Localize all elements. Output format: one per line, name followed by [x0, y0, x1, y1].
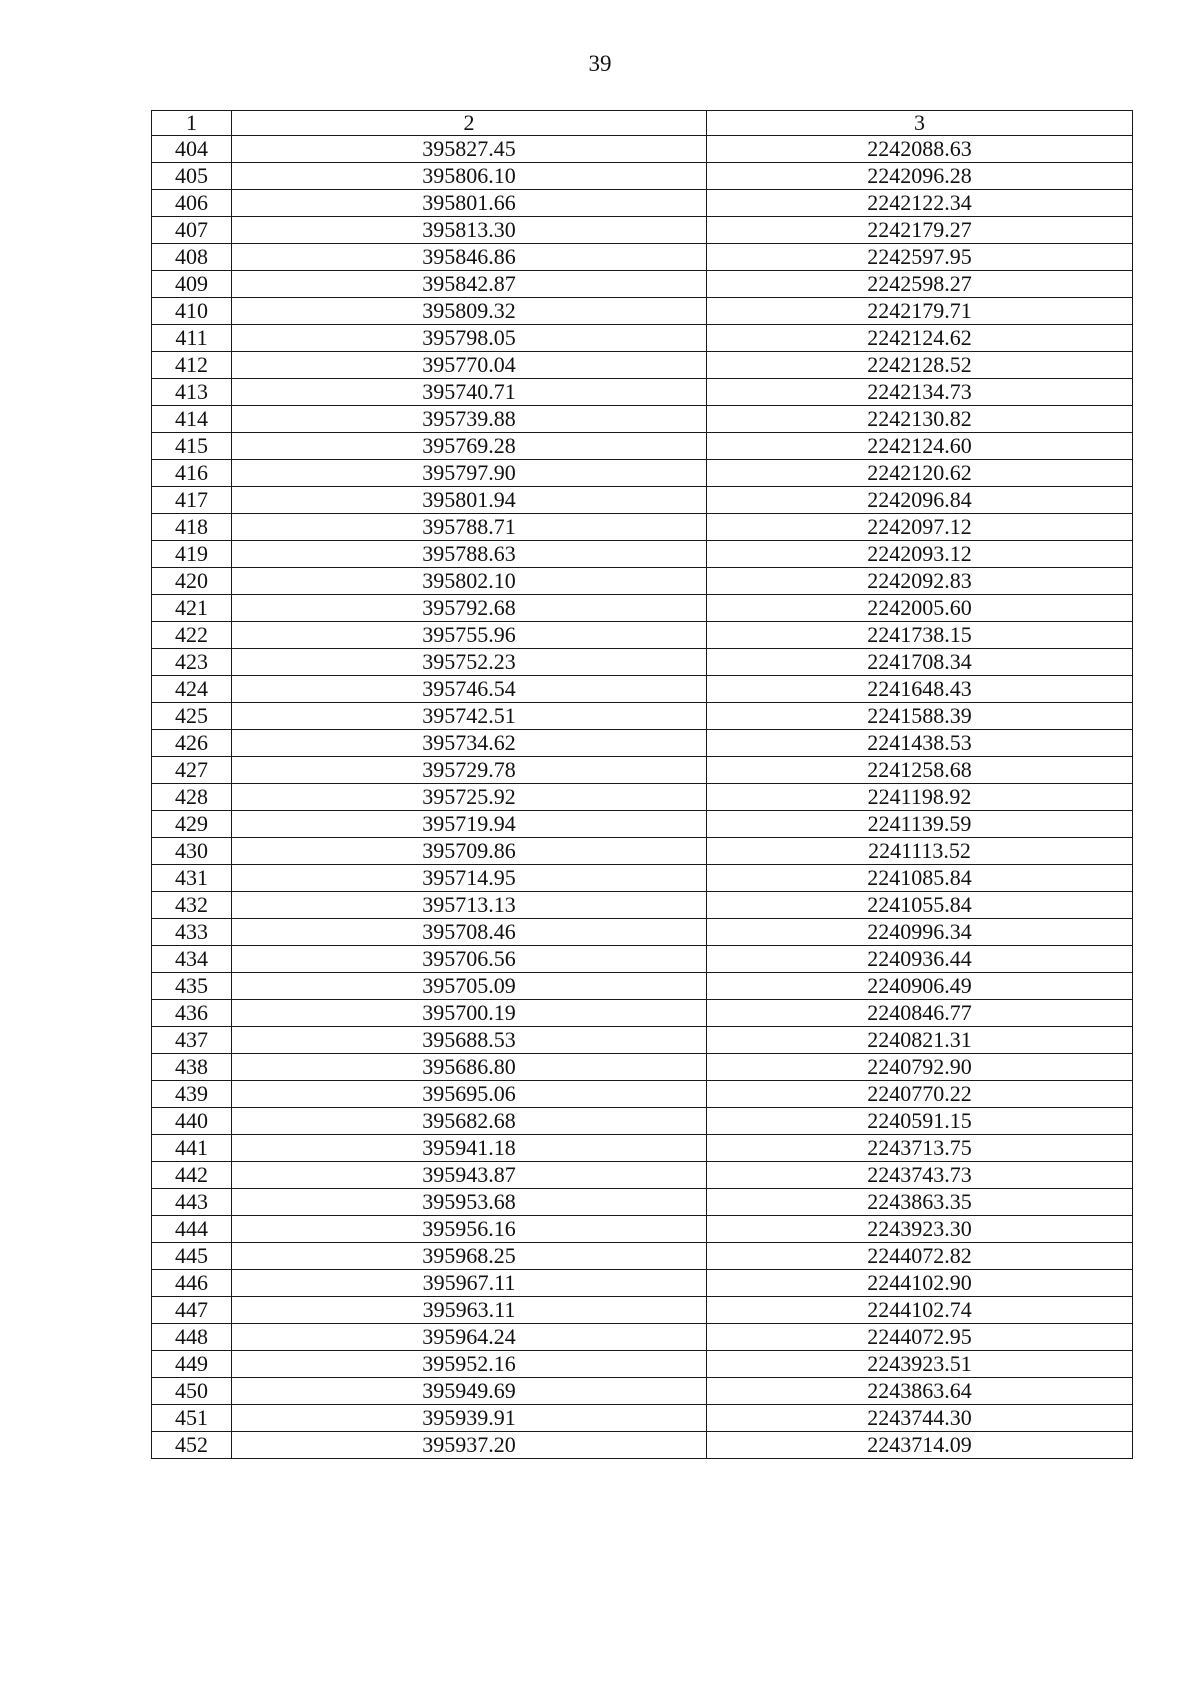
x-coordinate-cell: 395788.63	[232, 541, 707, 568]
x-coordinate-cell: 395713.13	[232, 892, 707, 919]
table-row	[152, 892, 1133, 919]
table-body	[152, 136, 1133, 1459]
point-number-cell: 408	[152, 244, 232, 271]
point-number-cell: 410	[152, 298, 232, 325]
y-coordinate-cell: 2242122.34	[707, 190, 1133, 217]
y-coordinate-cell: 2243744.30	[707, 1405, 1133, 1432]
table-row	[152, 1243, 1133, 1270]
x-coordinate-cell: 395963.11	[232, 1297, 707, 1324]
table-row	[152, 379, 1133, 406]
x-coordinate-cell: 395802.10	[232, 568, 707, 595]
point-number-cell: 428	[152, 784, 232, 811]
table-row	[152, 919, 1133, 946]
y-coordinate-cell: 2243714.09	[707, 1432, 1133, 1459]
y-coordinate-cell: 2240821.31	[707, 1027, 1133, 1054]
point-number-cell: 449	[152, 1351, 232, 1378]
x-coordinate-cell: 395813.30	[232, 217, 707, 244]
y-coordinate-cell: 2243923.51	[707, 1351, 1133, 1378]
table-row	[152, 649, 1133, 676]
table-row	[152, 217, 1133, 244]
y-coordinate-cell: 2241139.59	[707, 811, 1133, 838]
table-row	[152, 1135, 1133, 1162]
y-coordinate-cell: 2240846.77	[707, 1000, 1133, 1027]
point-number-cell: 416	[152, 460, 232, 487]
x-coordinate-cell: 395700.19	[232, 1000, 707, 1027]
point-number-cell: 439	[152, 1081, 232, 1108]
x-coordinate-cell: 395729.78	[232, 757, 707, 784]
y-coordinate-cell: 2240591.15	[707, 1108, 1133, 1135]
x-coordinate-cell: 395705.09	[232, 973, 707, 1000]
column-header-2: 2	[232, 111, 707, 136]
x-coordinate-cell: 395740.71	[232, 379, 707, 406]
x-coordinate-cell: 395688.53	[232, 1027, 707, 1054]
table-row	[152, 811, 1133, 838]
coordinates-table	[151, 110, 1133, 1459]
table-row	[152, 136, 1133, 163]
x-coordinate-cell: 395719.94	[232, 811, 707, 838]
point-number-cell: 413	[152, 379, 232, 406]
point-number-cell: 443	[152, 1189, 232, 1216]
x-coordinate-cell: 395706.56	[232, 946, 707, 973]
y-coordinate-cell: 2242134.73	[707, 379, 1133, 406]
x-coordinate-cell: 395714.95	[232, 865, 707, 892]
x-coordinate-cell: 395806.10	[232, 163, 707, 190]
point-number-cell: 425	[152, 703, 232, 730]
point-number-cell: 451	[152, 1405, 232, 1432]
table-row	[152, 244, 1133, 271]
y-coordinate-cell: 2244102.90	[707, 1270, 1133, 1297]
table-row	[152, 1108, 1133, 1135]
y-coordinate-cell: 2241648.43	[707, 676, 1133, 703]
point-number-cell: 415	[152, 433, 232, 460]
page-number: 39	[588, 51, 612, 76]
x-coordinate-cell: 395939.91	[232, 1405, 707, 1432]
x-coordinate-cell: 395742.51	[232, 703, 707, 730]
table-row	[152, 190, 1133, 217]
point-number-cell: 432	[152, 892, 232, 919]
point-number-cell: 409	[152, 271, 232, 298]
y-coordinate-cell: 2241708.34	[707, 649, 1133, 676]
table-row	[152, 757, 1133, 784]
y-coordinate-cell: 2242096.28	[707, 163, 1133, 190]
y-coordinate-cell: 2244072.95	[707, 1324, 1133, 1351]
point-number-cell: 406	[152, 190, 232, 217]
x-coordinate-cell: 395797.90	[232, 460, 707, 487]
y-coordinate-cell: 2243923.30	[707, 1216, 1133, 1243]
table-row	[152, 622, 1133, 649]
point-number-cell: 427	[152, 757, 232, 784]
column-header-3: 3	[707, 111, 1133, 136]
table-row	[152, 325, 1133, 352]
y-coordinate-cell: 2242120.62	[707, 460, 1133, 487]
point-number-cell: 419	[152, 541, 232, 568]
point-number-cell: 418	[152, 514, 232, 541]
point-number-cell: 426	[152, 730, 232, 757]
x-coordinate-cell: 395952.16	[232, 1351, 707, 1378]
table-row	[152, 703, 1133, 730]
x-coordinate-cell: 395964.24	[232, 1324, 707, 1351]
y-coordinate-cell: 2241438.53	[707, 730, 1133, 757]
y-coordinate-cell: 2240996.34	[707, 919, 1133, 946]
y-coordinate-cell: 2242092.83	[707, 568, 1133, 595]
table-row	[152, 460, 1133, 487]
y-coordinate-cell: 2241085.84	[707, 865, 1133, 892]
y-coordinate-cell: 2244102.74	[707, 1297, 1133, 1324]
table-row	[152, 1270, 1133, 1297]
table-row	[152, 541, 1133, 568]
y-coordinate-cell: 2242598.27	[707, 271, 1133, 298]
table-row	[152, 1378, 1133, 1405]
point-number-cell: 446	[152, 1270, 232, 1297]
x-coordinate-cell: 395798.05	[232, 325, 707, 352]
y-coordinate-cell: 2243863.64	[707, 1378, 1133, 1405]
table-row	[152, 1216, 1133, 1243]
table-row	[152, 595, 1133, 622]
point-number-cell: 438	[152, 1054, 232, 1081]
y-coordinate-cell: 2242005.60	[707, 595, 1133, 622]
table-row	[152, 946, 1133, 973]
point-number-cell: 450	[152, 1378, 232, 1405]
point-number-cell: 417	[152, 487, 232, 514]
point-number-cell: 433	[152, 919, 232, 946]
table-row	[152, 865, 1133, 892]
x-coordinate-cell: 395943.87	[232, 1162, 707, 1189]
x-coordinate-cell: 395949.69	[232, 1378, 707, 1405]
point-number-cell: 411	[152, 325, 232, 352]
table-row	[152, 568, 1133, 595]
table-row	[152, 1297, 1133, 1324]
y-coordinate-cell: 2241198.92	[707, 784, 1133, 811]
point-number-cell: 440	[152, 1108, 232, 1135]
point-number-cell: 424	[152, 676, 232, 703]
y-coordinate-cell: 2242179.71	[707, 298, 1133, 325]
point-number-cell: 437	[152, 1027, 232, 1054]
point-number-cell: 441	[152, 1135, 232, 1162]
y-coordinate-cell: 2242128.52	[707, 352, 1133, 379]
table-row	[152, 1027, 1133, 1054]
table-row	[152, 406, 1133, 433]
table-row	[152, 163, 1133, 190]
x-coordinate-cell: 395746.54	[232, 676, 707, 703]
column-header-1: 1	[152, 111, 232, 136]
table-row	[152, 1054, 1133, 1081]
table-row	[152, 1189, 1133, 1216]
point-number-cell: 407	[152, 217, 232, 244]
y-coordinate-cell: 2242088.63	[707, 136, 1133, 163]
y-coordinate-cell: 2240906.49	[707, 973, 1133, 1000]
table-row	[152, 1081, 1133, 1108]
x-coordinate-cell: 395967.11	[232, 1270, 707, 1297]
table-row	[152, 838, 1133, 865]
point-number-cell: 412	[152, 352, 232, 379]
x-coordinate-cell: 395842.87	[232, 271, 707, 298]
point-number-cell: 405	[152, 163, 232, 190]
point-number-cell: 435	[152, 973, 232, 1000]
x-coordinate-cell: 395686.80	[232, 1054, 707, 1081]
table-row	[152, 1000, 1133, 1027]
y-coordinate-cell: 2243743.73	[707, 1162, 1133, 1189]
y-coordinate-cell: 2242130.82	[707, 406, 1133, 433]
y-coordinate-cell: 2242093.12	[707, 541, 1133, 568]
x-coordinate-cell: 395953.68	[232, 1189, 707, 1216]
point-number-cell: 431	[152, 865, 232, 892]
table-header-row	[152, 111, 1133, 136]
y-coordinate-cell: 2241258.68	[707, 757, 1133, 784]
point-number-cell: 429	[152, 811, 232, 838]
y-coordinate-cell: 2242097.12	[707, 514, 1133, 541]
x-coordinate-cell: 395827.45	[232, 136, 707, 163]
table-row	[152, 1162, 1133, 1189]
table-row	[152, 784, 1133, 811]
x-coordinate-cell: 395801.66	[232, 190, 707, 217]
point-number-cell: 434	[152, 946, 232, 973]
x-coordinate-cell: 395739.88	[232, 406, 707, 433]
x-coordinate-cell: 395755.96	[232, 622, 707, 649]
x-coordinate-cell: 395801.94	[232, 487, 707, 514]
x-coordinate-cell: 395725.92	[232, 784, 707, 811]
table-row	[152, 298, 1133, 325]
point-number-cell: 444	[152, 1216, 232, 1243]
y-coordinate-cell: 2242179.27	[707, 217, 1133, 244]
x-coordinate-cell: 395770.04	[232, 352, 707, 379]
point-number-cell: 436	[152, 1000, 232, 1027]
y-coordinate-cell: 2241113.52	[707, 838, 1133, 865]
x-coordinate-cell: 395937.20	[232, 1432, 707, 1459]
table-row	[152, 1432, 1133, 1459]
x-coordinate-cell: 395941.18	[232, 1135, 707, 1162]
x-coordinate-cell: 395752.23	[232, 649, 707, 676]
x-coordinate-cell: 395788.71	[232, 514, 707, 541]
y-coordinate-cell: 2243863.35	[707, 1189, 1133, 1216]
point-number-cell: 404	[152, 136, 232, 163]
point-number-cell: 420	[152, 568, 232, 595]
y-coordinate-cell: 2240792.90	[707, 1054, 1133, 1081]
x-coordinate-cell: 395708.46	[232, 919, 707, 946]
point-number-cell: 448	[152, 1324, 232, 1351]
y-coordinate-cell: 2241738.15	[707, 622, 1133, 649]
x-coordinate-cell: 395809.32	[232, 298, 707, 325]
table-row	[152, 1351, 1133, 1378]
table-row	[152, 1324, 1133, 1351]
x-coordinate-cell: 395734.62	[232, 730, 707, 757]
point-number-cell: 421	[152, 595, 232, 622]
table-row	[152, 730, 1133, 757]
table-row	[152, 676, 1133, 703]
point-number-cell: 445	[152, 1243, 232, 1270]
table-row	[152, 487, 1133, 514]
y-coordinate-cell: 2242597.95	[707, 244, 1133, 271]
y-coordinate-cell: 2240770.22	[707, 1081, 1133, 1108]
table-row	[152, 271, 1133, 298]
table-row	[152, 352, 1133, 379]
point-number-cell: 442	[152, 1162, 232, 1189]
table-row	[152, 1405, 1133, 1432]
x-coordinate-cell: 395769.28	[232, 433, 707, 460]
y-coordinate-cell: 2243713.75	[707, 1135, 1133, 1162]
x-coordinate-cell: 395792.68	[232, 595, 707, 622]
x-coordinate-cell: 395968.25	[232, 1243, 707, 1270]
point-number-cell: 414	[152, 406, 232, 433]
y-coordinate-cell: 2242096.84	[707, 487, 1133, 514]
point-number-cell: 447	[152, 1297, 232, 1324]
x-coordinate-cell: 395956.16	[232, 1216, 707, 1243]
point-number-cell: 423	[152, 649, 232, 676]
y-coordinate-cell: 2241055.84	[707, 892, 1133, 919]
x-coordinate-cell: 395682.68	[232, 1108, 707, 1135]
x-coordinate-cell: 395709.86	[232, 838, 707, 865]
y-coordinate-cell: 2240936.44	[707, 946, 1133, 973]
y-coordinate-cell: 2242124.60	[707, 433, 1133, 460]
table-row	[152, 973, 1133, 1000]
y-coordinate-cell: 2241588.39	[707, 703, 1133, 730]
point-number-cell: 430	[152, 838, 232, 865]
point-number-cell: 452	[152, 1432, 232, 1459]
table-row	[152, 514, 1133, 541]
y-coordinate-cell: 2244072.82	[707, 1243, 1133, 1270]
x-coordinate-cell: 395695.06	[232, 1081, 707, 1108]
x-coordinate-cell: 395846.86	[232, 244, 707, 271]
y-coordinate-cell: 2242124.62	[707, 325, 1133, 352]
point-number-cell: 422	[152, 622, 232, 649]
table-row	[152, 433, 1133, 460]
